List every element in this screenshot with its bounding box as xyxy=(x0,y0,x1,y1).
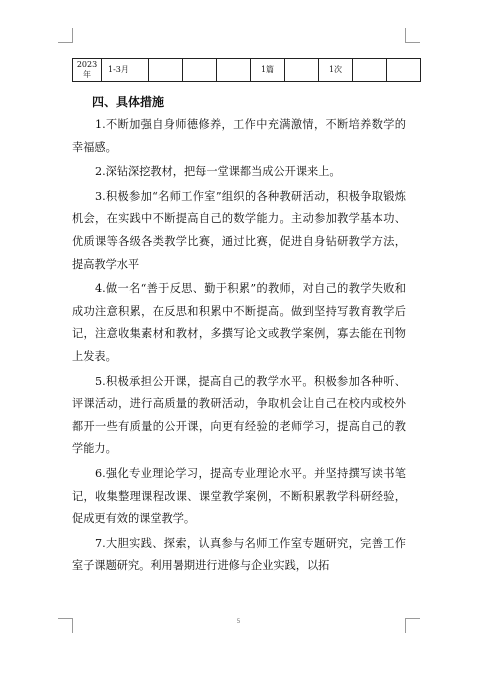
paragraph: 4.做一名“善于反思、勤于积累”的教师，对自己的教学失败和成功注意积累，在反思和积累中不断提高。做到坚持写教育教学后记，注意收集素材和教材，多撰写论文或教学案例，寡去能在刊物上发表。 xyxy=(72,282,406,363)
paragraph: 7.大胆实践、探索，认真参与名师工作室专题研究，完善工作室子课题研究。利用暑期进行进修与企业实践，以拓 xyxy=(72,536,406,573)
table-cell xyxy=(387,59,421,82)
table-cell-period: 1-3月 xyxy=(102,59,149,82)
paragraph: 2.深钻深挖教材，把每一堂课都当成公开课来上。 xyxy=(95,165,341,179)
table-cell-times: 1次 xyxy=(319,59,353,82)
paragraph: 5.积极承担公开课，提高自己的教学水平。积极参加各种听、评课活动，进行高质量的教研活动，争取机会让自己在校内或校外都开一些有质量的公开课，向更有经验的老师学习，提高自己的教学能力。 xyxy=(72,374,406,456)
paragraph: 3.积极参加“名师工作室”组织的各种教研活动，积极争取锻炼机会，在实践中不断提高自己的数学能力。主动参加教学基本功、优质课等各级各类教学比赛，通过比赛，促进自身钻研教学方法，提高教学水平 xyxy=(72,189,406,271)
measures-section xyxy=(72,92,406,578)
table-cell xyxy=(285,59,319,82)
crop-mark-top-right xyxy=(405,28,420,43)
table-cell xyxy=(217,59,251,82)
table-cell-year: 2023年 xyxy=(73,59,102,82)
paragraph: 6.强化专业理论学习，提高专业理论水平。并坚持撰写读书笔记，收集整理课程改课、课堂教学案例，不断积累教学科研经验，促成更有效的课堂教学。 xyxy=(72,466,406,526)
table-cell-papers: 1篇 xyxy=(251,59,285,82)
table-cell xyxy=(183,59,217,82)
plan-table xyxy=(72,58,421,82)
page-number: 5 xyxy=(236,618,241,625)
table-cell xyxy=(353,59,387,82)
section-heading: 四、具体措施 xyxy=(92,95,165,109)
crop-mark-top-left xyxy=(58,28,73,43)
paragraph: 1.不断加强自身师德修养，工作中充满激情，不断培养数学的幸福感。 xyxy=(72,118,406,154)
table-cell xyxy=(149,59,183,82)
table-row xyxy=(73,59,421,82)
